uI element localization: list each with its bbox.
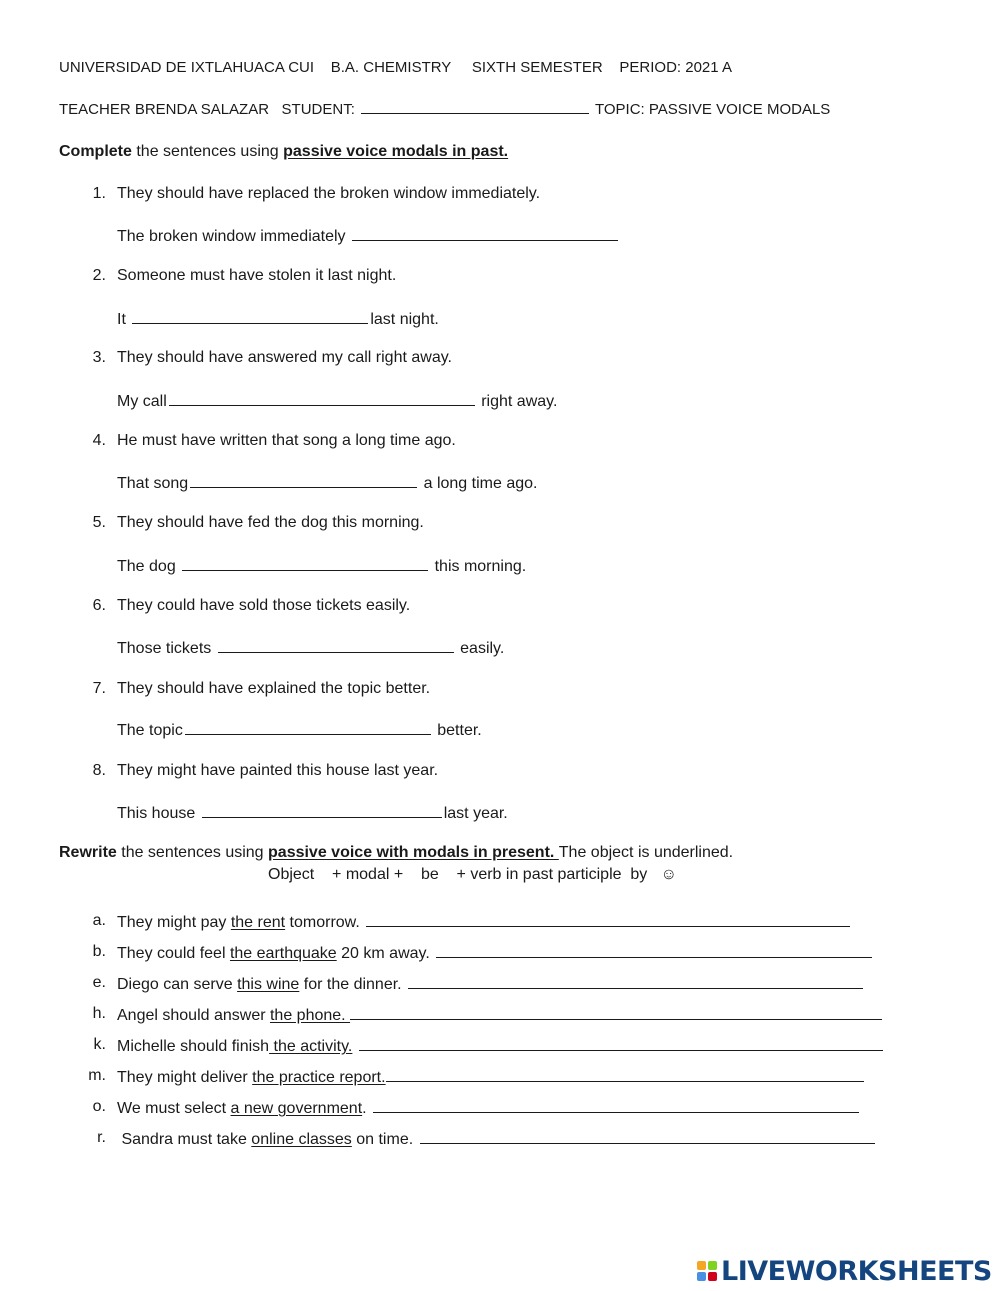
- answer-prefix: The dog: [117, 558, 181, 575]
- rewrite-item: [117, 943, 874, 963]
- rewrite-item: [117, 974, 865, 994]
- item-letter: o.: [92, 1098, 106, 1115]
- answer-suffix: last night.: [370, 311, 439, 328]
- answer-suffix: this morning.: [430, 558, 527, 575]
- section1-instruction-text: the sentences using: [131, 143, 284, 160]
- answer-suffix: a long time ago.: [419, 475, 538, 492]
- item-number: 1.: [92, 185, 106, 202]
- logo-square-4: [708, 1272, 717, 1281]
- header-line-1: UNIVERSIDAD DE IXTLAHUACA CUI B.A. CHEMISTRY SIXTH SEMESTER PERIOD: 2021 A: [59, 59, 732, 76]
- underlined-object: a new government: [230, 1100, 363, 1117]
- rewrite-item: [117, 1129, 877, 1149]
- sentence-start: They might pay: [117, 914, 231, 931]
- item-sentence: They should have replaced the broken window immediately.: [117, 185, 541, 202]
- answer-prefix: It: [117, 311, 131, 328]
- item-answer-line: [117, 556, 526, 576]
- logo-square-3: [697, 1272, 706, 1281]
- sentence-end: on time.: [351, 1131, 418, 1148]
- item-answer-line: [117, 720, 482, 740]
- sentence-start: Sandra must take: [117, 1131, 252, 1148]
- item-answer-line: [117, 473, 537, 493]
- rewrite-input-e[interactable]: [408, 974, 863, 989]
- rewrite-input-b[interactable]: [436, 943, 872, 958]
- rewrite-item: [117, 1067, 866, 1087]
- rewrite-input-h[interactable]: [350, 1005, 882, 1020]
- item-letter: a.: [92, 912, 106, 929]
- rewrite-item: [117, 1005, 884, 1025]
- item-number: 4.: [92, 432, 106, 449]
- rewrite-item: [117, 1036, 885, 1056]
- item-sentence: They could have sold those tickets easily.: [117, 597, 411, 614]
- item-letter: k.: [93, 1036, 106, 1053]
- underlined-object: the activity.: [269, 1038, 353, 1055]
- answer-suffix: last year.: [443, 805, 508, 822]
- answer-suffix: better.: [432, 722, 482, 739]
- rewrite-input-r[interactable]: [420, 1129, 875, 1144]
- item-answer-line: [117, 226, 620, 246]
- item-letter: m.: [88, 1067, 106, 1084]
- item-letter: e.: [92, 974, 106, 991]
- item-sentence: They should have explained the topic better.: [117, 680, 431, 697]
- answer-input-3[interactable]: [169, 391, 475, 406]
- rewrite-item: [117, 912, 852, 932]
- item-number: 5.: [92, 514, 106, 531]
- item-answer-line: [117, 803, 508, 823]
- underlined-object: the practice report.: [252, 1069, 386, 1086]
- answer-input-4[interactable]: [190, 473, 417, 488]
- item-sentence: They should have answered my call right away.: [117, 349, 452, 366]
- answer-input-5[interactable]: [182, 556, 428, 571]
- answer-input-7[interactable]: [185, 720, 431, 735]
- sentence-end: tomorrow.: [285, 914, 365, 931]
- answer-prefix: The broken window immediately: [117, 228, 350, 245]
- answer-suffix: easily.: [455, 640, 505, 657]
- sentence-start: We must select: [117, 1100, 231, 1117]
- sentence-end: for the dinner.: [299, 976, 407, 993]
- item-number: 2.: [92, 267, 106, 284]
- liveworksheets-logo-icon: [697, 1261, 717, 1281]
- underlined-object: the rent: [230, 914, 286, 931]
- sentence-end: 20 km away.: [336, 945, 435, 962]
- rewrite-input-k[interactable]: [359, 1036, 883, 1051]
- liveworksheets-logo-text: LIVEWORKSHEETS: [721, 1255, 992, 1287]
- underlined-object: the earthquake: [229, 945, 337, 962]
- item-sentence: He must have written that song a long time ago.: [117, 432, 456, 449]
- section2-instruction-emphasis: passive voice with modals in present.: [268, 844, 559, 861]
- item-letter: b.: [92, 943, 106, 960]
- sentence-start: Diego can serve: [117, 976, 238, 993]
- section2-instruction-text: the sentences using: [116, 844, 269, 861]
- answer-prefix: This house: [117, 805, 200, 822]
- item-number: 3.: [92, 349, 106, 366]
- logo-square-1: [697, 1261, 706, 1270]
- sentence-end: .: [362, 1100, 372, 1117]
- rewrite-input-m[interactable]: [386, 1067, 864, 1082]
- sentence-start: Michelle should finish: [117, 1038, 270, 1055]
- item-letter: r.: [97, 1129, 106, 1146]
- section2-instruction-tail: The object is underlined.: [558, 844, 734, 861]
- sentence-start: They could feel: [117, 945, 230, 962]
- item-sentence: They might have painted this house last year.: [117, 762, 439, 779]
- answer-input-8[interactable]: [202, 803, 442, 818]
- rewrite-input-a[interactable]: [366, 912, 850, 927]
- section2-instruction: [59, 844, 733, 862]
- topic-label: TOPIC: PASSIVE VOICE MODALS: [591, 101, 831, 118]
- section1-instruction-emphasis: passive voice modals in past.: [283, 143, 509, 160]
- answer-input-2[interactable]: [132, 309, 368, 324]
- item-number: 8.: [92, 762, 106, 779]
- item-letter: h.: [92, 1005, 106, 1022]
- student-name-input[interactable]: [361, 101, 589, 114]
- teacher-student-label: TEACHER BRENDA SALAZAR STUDENT:: [59, 101, 360, 118]
- sentence-start: Angel should answer: [117, 1007, 270, 1024]
- item-answer-line: [117, 391, 557, 411]
- liveworksheets-logo[interactable]: [697, 1255, 992, 1287]
- rewrite-input-o[interactable]: [373, 1098, 859, 1113]
- underlined-object: the phone.: [269, 1007, 351, 1024]
- section2-instruction-bold: Rewrite: [59, 844, 117, 861]
- answer-input-1[interactable]: [352, 226, 618, 241]
- answer-prefix: Those tickets: [117, 640, 216, 657]
- logo-square-2: [708, 1261, 717, 1270]
- header-line-2: [59, 101, 830, 118]
- passive-formula: Object + modal + be + verb in past participle by ☺: [268, 866, 677, 883]
- item-answer-line: [117, 309, 439, 329]
- answer-suffix: right away.: [476, 393, 558, 410]
- item-sentence: They should have fed the dog this morning.: [117, 514, 424, 531]
- underlined-object: online classes: [251, 1131, 352, 1148]
- answer-input-6[interactable]: [218, 638, 454, 653]
- section1-instruction-bold: Complete: [59, 143, 132, 160]
- section1-instruction: [59, 143, 508, 161]
- underlined-object: this wine: [237, 976, 300, 993]
- answer-prefix: The topic: [117, 722, 183, 739]
- item-answer-line: [117, 638, 504, 658]
- sentence-start: They might deliver: [117, 1069, 253, 1086]
- item-sentence: Someone must have stolen it last night.: [117, 267, 397, 284]
- item-number: 6.: [92, 597, 106, 614]
- answer-prefix: My call: [117, 393, 167, 410]
- rewrite-item: [117, 1098, 861, 1118]
- answer-prefix: That song: [117, 475, 189, 492]
- item-number: 7.: [92, 680, 106, 697]
- sentence-end: [352, 1038, 356, 1055]
